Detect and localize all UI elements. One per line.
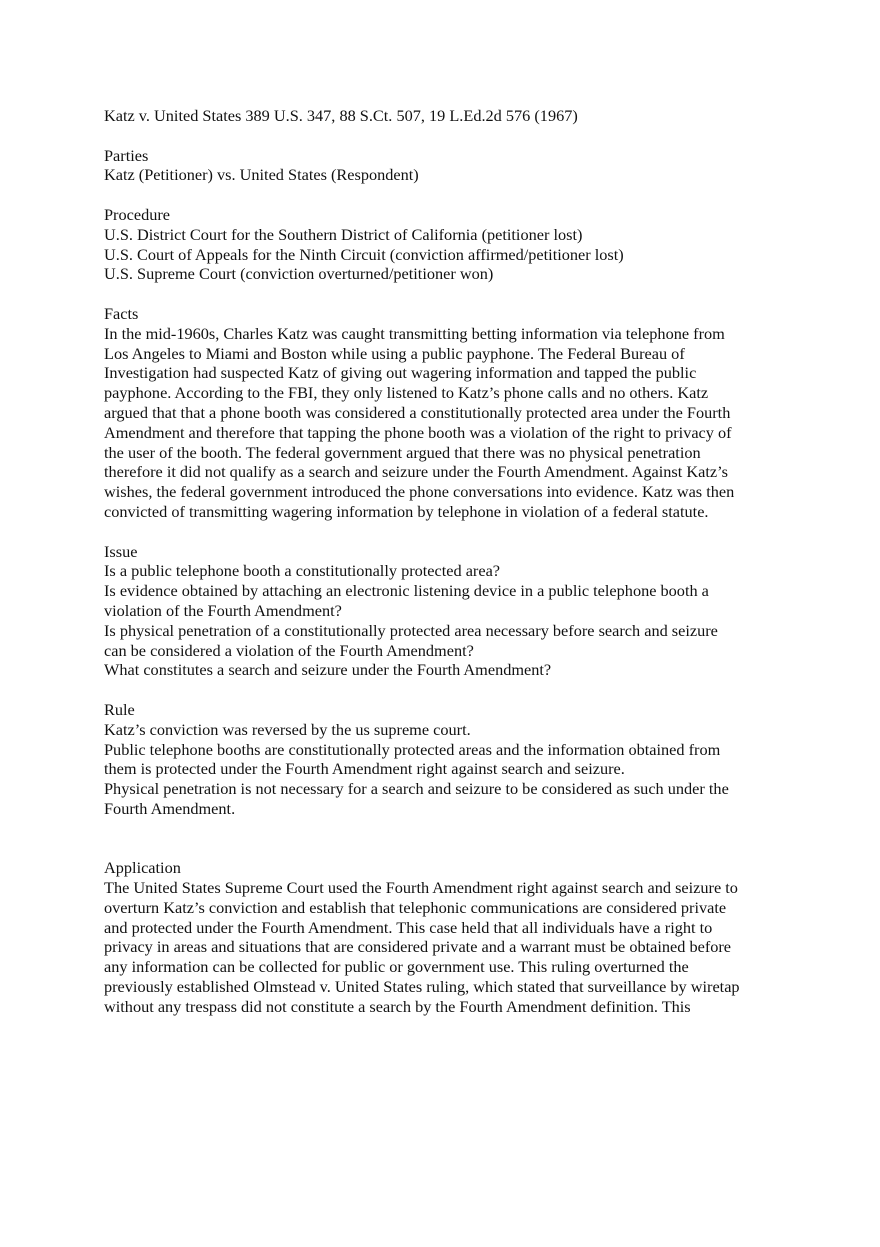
text-line: previously established Olmstead v. United States ruling, which stated that surveillance by wiretap	[104, 977, 740, 997]
text-line: Physical penetration is not necessary for a search and seizure to be considered as such under the	[104, 779, 729, 799]
section-heading: Rule	[104, 699, 135, 719]
text-line: Fourth Amendment.	[104, 798, 236, 818]
section-heading: Issue	[104, 541, 138, 561]
text-line: wishes, the federal government introduced the phone conversations into evidence. Katz was then	[104, 482, 735, 502]
section-rule	[104, 700, 804, 819]
text-line: U.S. Court of Appeals for the Ninth Circuit (conviction affirmed/petitioner lost)	[104, 244, 624, 264]
text-line: without any trespass did not constitute a search by the Fourth Amendment definition. This	[104, 996, 691, 1016]
section-heading: Application	[104, 858, 181, 878]
text-line: Los Angeles to Miami and Boston while using a public payphone. The Federal Bureau of	[104, 343, 685, 363]
section-application	[104, 858, 804, 1016]
text-line: privacy in areas and situations that are considered private and a warrant must be obtained before	[104, 937, 732, 957]
text-line: therefore it did not qualify as a search and seizure under the Fourth Amendment. Against Katz’s	[104, 462, 728, 482]
text-line: U.S. District Court for the Southern District of California (petitioner lost)	[104, 224, 583, 244]
text-line: argued that that a phone booth was considered a constitutionally protected area under the Fourth	[104, 402, 731, 422]
text-line: Katz (Petitioner) vs. United States (Respondent)	[104, 165, 419, 185]
text-line: overturn Katz’s conviction and establish that telephonic communications are considered private	[104, 897, 727, 917]
section-issue	[104, 542, 804, 681]
text-line: Is physical penetration of a constitutionally protected area necessary before search and seizure	[104, 620, 718, 640]
text-line: Amendment and therefore that tapping the phone booth was a violation of the right to privacy of	[104, 422, 732, 442]
section-procedure	[104, 205, 804, 284]
text-line: Katz’s conviction was reversed by the us supreme court.	[104, 719, 471, 739]
text-line: the user of the booth. The federal government argued that there was no physical penetration	[104, 442, 701, 462]
section-parties	[104, 146, 804, 186]
text-line: and protected under the Fourth Amendment. This case held that all individuals have a right to	[104, 917, 713, 937]
text-line: In the mid-1960s, Charles Katz was caught transmitting betting information via telephone from	[104, 323, 725, 343]
text-line: The United States Supreme Court used the Fourth Amendment right against search and seizure to	[104, 878, 738, 898]
text-line: Investigation had suspected Katz of giving out wagering information and tapped the public	[104, 363, 697, 383]
text-line: Is a public telephone booth a constitutionally protected area?	[104, 561, 501, 581]
section-facts	[104, 304, 804, 522]
section-heading: Facts	[104, 303, 139, 323]
text-line: payphone. According to the FBI, they only listened to Katz’s phone calls and no others. Katz	[104, 383, 709, 403]
text-line: Public telephone booths are constitutionally protected areas and the information obtained from	[104, 739, 721, 759]
text-line: convicted of transmitting wagering information by telephone in violation of a federal statute.	[104, 501, 709, 521]
text-line: What constitutes a search and seizure under the Fourth Amendment?	[104, 660, 552, 680]
text-line: U.S. Supreme Court (conviction overturned/petitioner won)	[104, 264, 494, 284]
section-heading: Procedure	[104, 204, 170, 224]
text-line: any information can be collected for public or government use. This ruling overturned the	[104, 957, 689, 977]
text-line: can be considered a violation of the Fourth Amendment?	[104, 640, 474, 660]
document-page	[104, 106, 804, 1017]
text-line: them is protected under the Fourth Amendment right against search and seizure.	[104, 759, 625, 779]
case-title: Katz v. United States 389 U.S. 347, 88 S.Ct. 507, 19 L.Ed.2d 576 (1967)	[104, 106, 578, 125]
text-line: violation of the Fourth Amendment?	[104, 600, 342, 620]
section-heading: Parties	[104, 145, 149, 165]
text-line: Is evidence obtained by attaching an electronic listening device in a public telephone booth a	[104, 581, 709, 601]
